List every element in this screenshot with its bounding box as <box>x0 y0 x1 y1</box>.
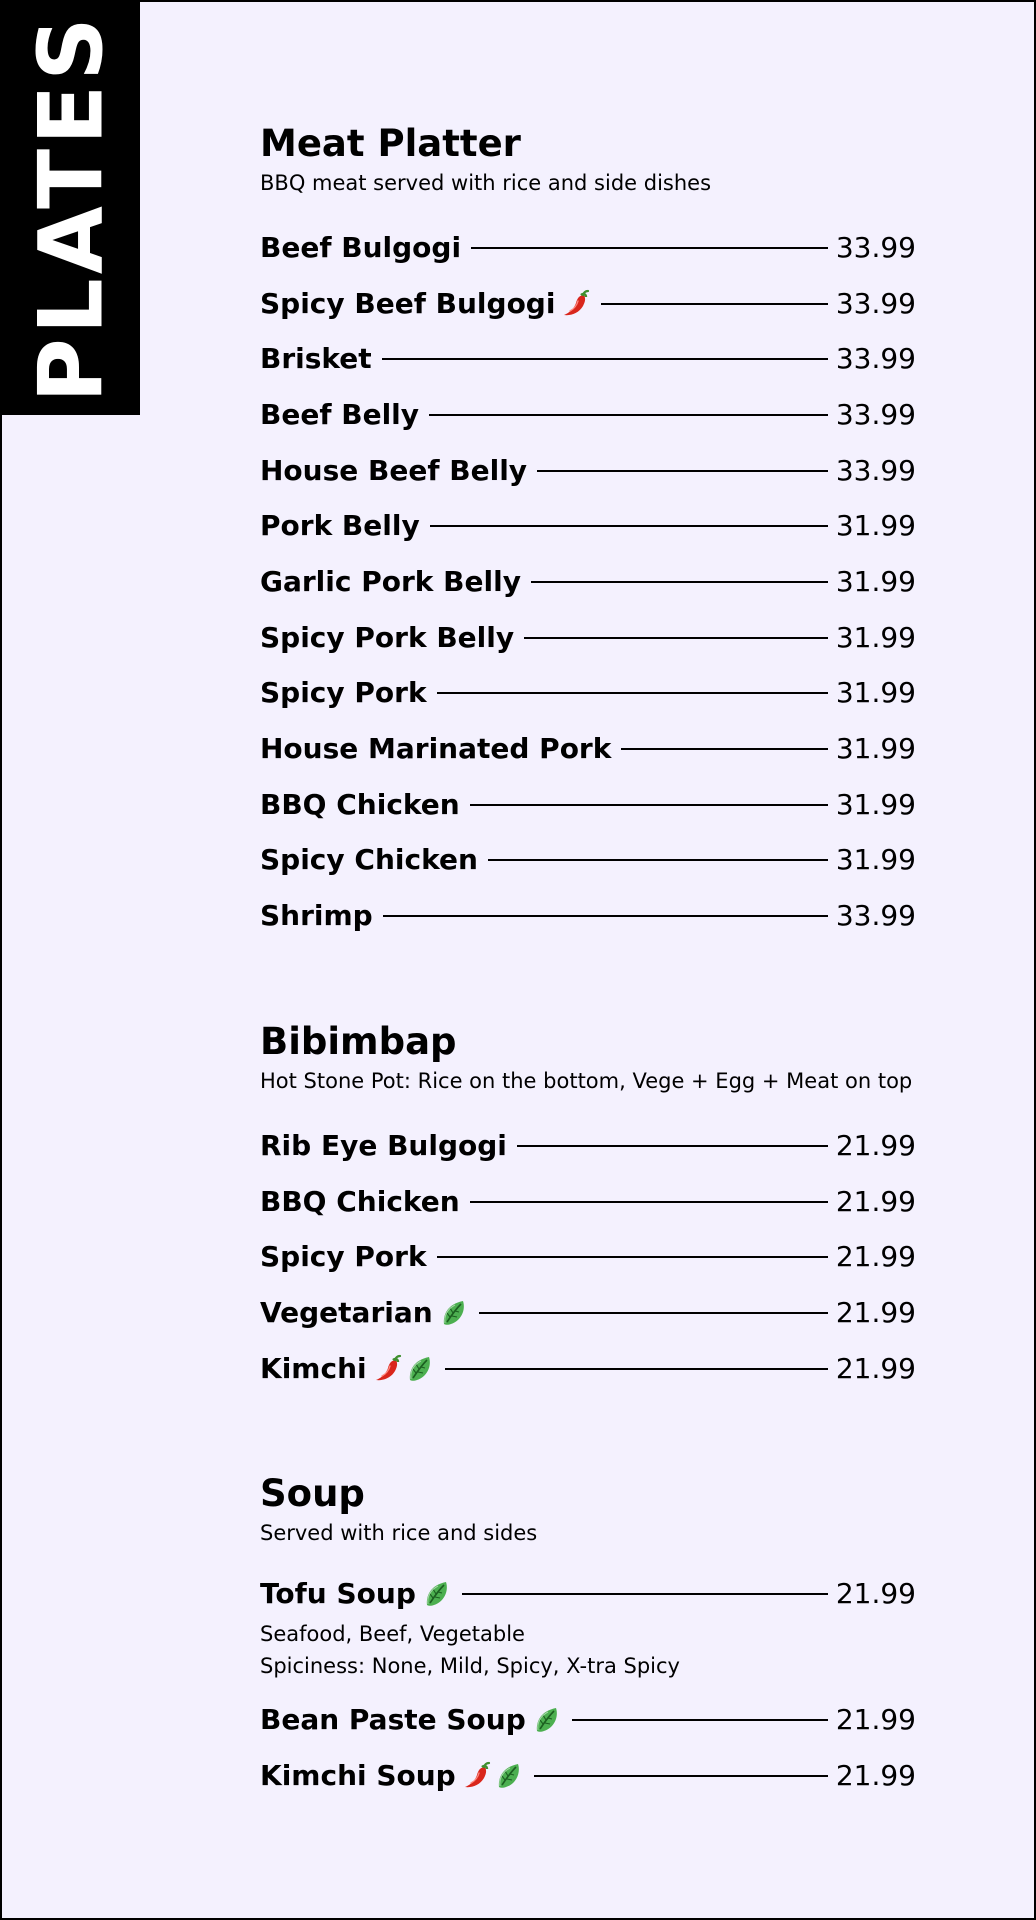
dotted-leader-line <box>383 915 828 917</box>
menu-item-name: BBQ Chicken <box>260 1184 460 1218</box>
menu-item-price: 21.99 <box>835 1184 916 1218</box>
menu-item-icons <box>439 1298 469 1328</box>
menu-item <box>260 1118 916 1174</box>
menu-item-name: Beef Bulgogi <box>260 230 462 264</box>
leaf-icon <box>439 1298 469 1328</box>
menu-item-price: 33.99 <box>835 230 916 264</box>
section-title: Meat Platter <box>260 122 521 165</box>
leaf-icon <box>422 1579 452 1609</box>
menu-item-row <box>260 1752 916 1800</box>
menu-item-name: Kimchi <box>260 1351 367 1385</box>
menu-item-list <box>260 220 916 944</box>
menu-item-price: 21.99 <box>835 1295 916 1329</box>
menu-item-name: Shrimp <box>260 899 373 933</box>
section-description: Hot Stone Pot: Rice on the bottom, Vege + Egg + Meat on top <box>260 1069 913 1093</box>
menu-item-note: Seafood, Beef, Vegetable <box>260 1622 525 1646</box>
section-meat-platter <box>260 122 916 944</box>
menu-item-row <box>260 447 916 495</box>
menu-item-name: Brisket <box>260 342 372 376</box>
menu-item <box>260 777 916 833</box>
menu-item-row <box>260 1289 916 1337</box>
menu-item-row <box>260 1122 916 1170</box>
menu-item <box>260 554 916 610</box>
dotted-leader-line <box>471 247 828 249</box>
menu-item-row <box>260 781 916 829</box>
dotted-leader-line <box>382 358 828 360</box>
menu-item-price: 33.99 <box>835 899 916 933</box>
menu-item-price: 31.99 <box>835 620 916 654</box>
dotted-leader-line <box>470 804 828 806</box>
menu-item <box>260 331 916 387</box>
dotted-leader-line <box>524 637 828 639</box>
menu-item <box>260 387 916 443</box>
menu-item <box>260 220 916 276</box>
menu-item-name: Tofu Soup <box>260 1577 416 1610</box>
leaf-icon <box>494 1761 524 1791</box>
menu-item-row <box>260 725 916 773</box>
menu-item-row <box>260 1570 916 1618</box>
menu-item-price: 33.99 <box>835 453 916 487</box>
menu-item-name: House Beef Belly <box>260 453 528 487</box>
menu-item-name: Spicy Chicken <box>260 843 478 877</box>
menu-item-icons <box>373 1354 435 1384</box>
menu-item <box>260 833 916 889</box>
menu-item-list <box>260 1118 916 1396</box>
menu-item-name: House Marinated Pork <box>260 732 612 766</box>
dotted-leader-line <box>572 1719 828 1721</box>
menu-item-icons <box>462 1761 524 1791</box>
dotted-leader-line <box>445 1368 828 1370</box>
dotted-leader-line <box>429 414 828 416</box>
dotted-leader-line <box>488 859 828 861</box>
menu-item-name: Spicy Pork <box>260 676 427 710</box>
menu-item-row <box>260 502 916 550</box>
dotted-leader-line <box>479 1312 828 1314</box>
chili-icon <box>462 1761 492 1791</box>
section-title: Bibimbap <box>260 1020 457 1063</box>
banner-title: PLATES <box>19 13 123 403</box>
dotted-leader-line <box>621 748 827 750</box>
menu-item-name: Rib Eye Bulgogi <box>260 1128 507 1162</box>
menu-item-name: Spicy Pork Belly <box>260 620 515 654</box>
menu-item-row <box>260 1178 916 1226</box>
menu-item <box>260 1748 916 1804</box>
menu-item-price: 21.99 <box>835 1758 916 1792</box>
menu-item-price: 21.99 <box>835 1577 916 1610</box>
leaf-icon <box>532 1705 562 1735</box>
menu-item <box>260 1174 916 1230</box>
menu-item-icons <box>561 289 591 319</box>
menu-item-row <box>260 614 916 662</box>
dotted-leader-line <box>437 692 828 694</box>
menu-item-price: 33.99 <box>835 286 916 320</box>
leaf-icon <box>405 1354 435 1384</box>
menu-item-name: Beef Belly <box>260 397 420 431</box>
section-title: Soup <box>260 1472 365 1515</box>
dotted-leader-line <box>531 581 828 583</box>
menu-item <box>260 1570 916 1682</box>
menu-item-row <box>260 1345 916 1393</box>
chili-icon <box>373 1354 403 1384</box>
menu-item-name: Spicy Pork <box>260 1240 427 1274</box>
dotted-leader-line <box>470 1201 828 1203</box>
menu-item-name: BBQ Chicken <box>260 787 460 821</box>
menu-item-row <box>260 558 916 606</box>
dotted-leader-line <box>437 1256 828 1258</box>
menu-item-icons <box>422 1579 452 1609</box>
menu-item <box>260 1692 916 1748</box>
dotted-leader-line <box>537 470 828 472</box>
menu-item-price: 31.99 <box>835 564 916 598</box>
menu-item-price: 33.99 <box>835 342 916 376</box>
menu-item-row <box>260 280 916 328</box>
menu-item <box>260 1341 916 1397</box>
menu-item-price: 33.99 <box>835 397 916 431</box>
menu-item-icons <box>532 1705 562 1735</box>
dotted-leader-line <box>430 525 828 527</box>
menu-item-name: Spicy Beef Bulgogi <box>260 286 556 320</box>
menu-item-price: 21.99 <box>835 1702 916 1736</box>
menu-item-name: Garlic Pork Belly <box>260 564 521 598</box>
menu-item-name: Vegetarian <box>260 1295 433 1329</box>
menu-item-name: Kimchi Soup <box>260 1758 456 1792</box>
section-description: BBQ meat served with rice and side dishes <box>260 171 712 195</box>
section-description: Served with rice and sides <box>260 1521 538 1545</box>
menu-item <box>260 610 916 666</box>
menu-item <box>260 1229 916 1285</box>
section-bibimbap <box>260 1020 916 1396</box>
menu-item-row <box>260 1696 916 1744</box>
menu-item-row <box>260 224 916 272</box>
menu-item-price: 31.99 <box>835 676 916 710</box>
dotted-leader-line <box>517 1145 828 1147</box>
menu-item-price: 31.99 <box>835 787 916 821</box>
menu-item-price: 31.99 <box>835 509 916 543</box>
menu-item-row <box>260 892 916 940</box>
menu-item-name: Bean Paste Soup <box>260 1702 526 1736</box>
menu-item <box>260 721 916 777</box>
menu-item <box>260 276 916 332</box>
chili-icon <box>561 289 591 319</box>
menu-item-row <box>260 391 916 439</box>
dotted-leader-line <box>462 1593 828 1595</box>
menu-item <box>260 666 916 722</box>
menu-item-row <box>260 1233 916 1281</box>
menu-item-price: 31.99 <box>835 732 916 766</box>
menu-item-price: 21.99 <box>835 1240 916 1274</box>
menu-item-price: 21.99 <box>835 1351 916 1385</box>
dotted-leader-line <box>534 1775 828 1777</box>
menu-item-list <box>260 1570 916 1803</box>
dotted-leader-line <box>601 303 827 305</box>
menu-item <box>260 443 916 499</box>
menu-item-row <box>260 335 916 383</box>
menu-item-row <box>260 836 916 884</box>
menu-item <box>260 1285 916 1341</box>
section-soup <box>260 1472 916 1803</box>
plates-banner <box>2 2 140 415</box>
menu-item-row <box>260 669 916 717</box>
menu-item <box>260 888 916 944</box>
menu-item-price: 31.99 <box>835 843 916 877</box>
menu-item-name: Pork Belly <box>260 509 420 543</box>
menu-item-note: Spiciness: None, Mild, Spicy, X-tra Spicy <box>260 1654 680 1678</box>
menu-item-price: 21.99 <box>835 1128 916 1162</box>
menu-item <box>260 498 916 554</box>
